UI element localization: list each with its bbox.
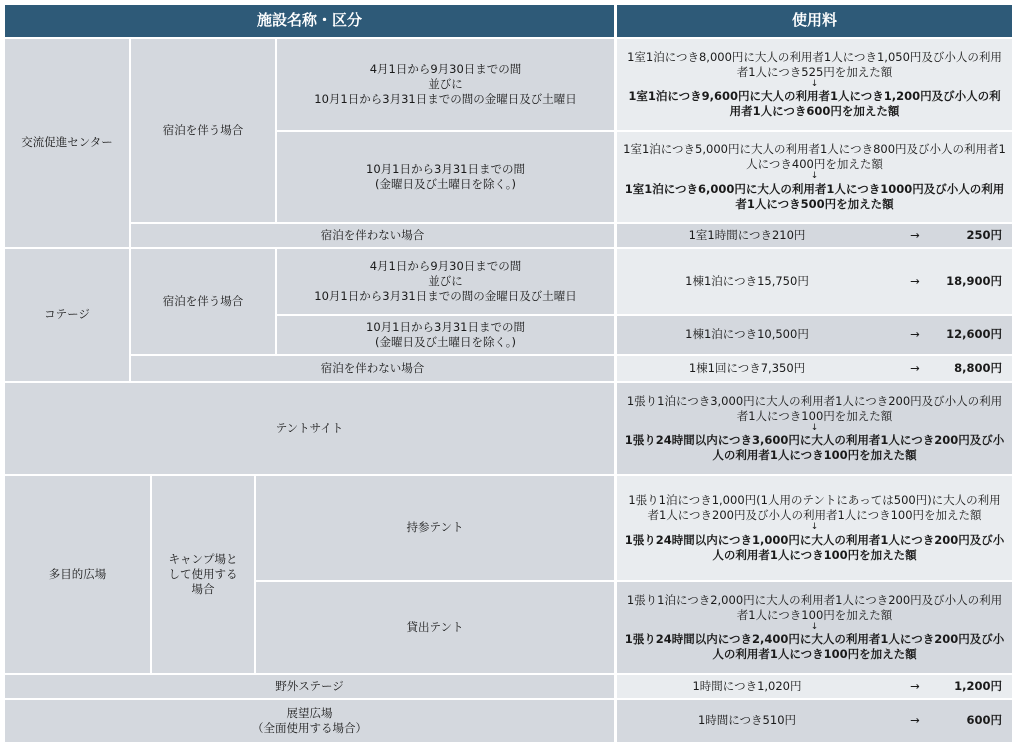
header-facility: 施設名称・区分 — [5, 5, 614, 37]
cottage-period-a-line3: 10月1日から3月31日までの間の金曜日及び土曜日 — [314, 288, 577, 303]
tent-fee — [617, 383, 1012, 474]
cottage-period-b — [277, 316, 614, 354]
cottage-fee-a — [617, 249, 1012, 314]
koryu-nostay: 宿泊を伴わない場合 — [131, 224, 614, 247]
koryu-period-a-line1: 4月1日から9月30日までの間 — [369, 62, 522, 77]
arrow-down-icon: ↓ — [810, 522, 819, 533]
cottage-fee-b-new: 12,600円 — [946, 327, 1002, 342]
tent-fee-old: 1張り1泊につき3,000円に大人の利用者1人につき200円及び小人の利用者1人につき100円を加えた額 — [626, 393, 1003, 423]
cottage-period-b-line1: 10月1日から3月31日までの間 — [366, 320, 525, 335]
stage-fee-new: 1,200円 — [954, 678, 1002, 693]
observation-name — [5, 700, 614, 742]
koryu-nostay-new: 250円 — [966, 227, 1002, 242]
stage-fee — [617, 675, 1012, 698]
arrow-right-icon: → — [910, 227, 920, 242]
plaza-camp-line2: して使用する — [168, 567, 238, 582]
cottage-nostay-fee — [617, 356, 1012, 381]
koryu-nostay-old: 1室1時間につき210円 — [688, 227, 806, 242]
koryu-fee-b-new: 1室1泊につき6,000円に大人の利用者1人につき1000円及び小人の利用者1人につき500円を加えた額 — [624, 181, 1005, 211]
plaza-bring-fee — [617, 476, 1012, 580]
arrow-right-icon: → — [910, 360, 920, 375]
plaza-bring-new: 1張り24時間以内につき1,000円に大人の利用者1人につき200円及び小人の利用者1人につき100円を加えた額 — [624, 532, 1005, 562]
cottage-period-a-line2: 並びに — [428, 274, 463, 289]
observation-fee-old: 1時間につき510円 — [697, 713, 797, 728]
plaza-camp-line3: 場合 — [191, 581, 215, 596]
arrow-down-icon: ↓ — [810, 171, 819, 182]
cottage-nostay: 宿泊を伴わない場合 — [131, 356, 614, 381]
arrow-right-icon: → — [910, 273, 920, 288]
koryu-nostay-fee — [617, 224, 1012, 247]
cottage-period-a — [277, 249, 614, 314]
cottage-fee-a-new: 18,900円 — [946, 273, 1002, 288]
cottage-fee-b-old: 1棟1泊につき10,500円 — [685, 327, 809, 342]
arrow-right-icon: → — [910, 678, 920, 693]
plaza-rent-old: 1張り1泊につき2,000円に大人の利用者1人につき200円及び小人の利用者1人につき100円を加えた額 — [626, 592, 1003, 622]
arrow-right-icon: → — [910, 327, 920, 342]
koryu-period-a-line2: 並びに — [428, 77, 463, 92]
header-fee: 使用料 — [617, 5, 1012, 37]
cottage-nostay-old: 1棟1回につき7,350円 — [688, 360, 806, 375]
cottage-fee-a-old: 1棟1泊につき15,750円 — [685, 273, 809, 288]
plaza-rent-new: 1張り24時間以内につき2,400円に大人の利用者1人につき200円及び小人の利用者1人につき100円を加えた額 — [624, 632, 1005, 662]
koryu-period-a-line3: 10月1日から3月31日までの間の金曜日及び土曜日 — [314, 91, 577, 106]
arrow-right-icon: → — [910, 713, 920, 728]
koryu-period-a — [277, 39, 614, 130]
arrow-down-icon: ↓ — [810, 78, 819, 89]
cottage-name: コテージ — [5, 249, 129, 381]
observation-fee — [617, 700, 1012, 742]
observation-name-line2: （全面使用する場合） — [252, 721, 367, 735]
koryu-period-b-line2: (金曜日及び土曜日を除く。) — [375, 177, 516, 191]
arrow-down-icon: ↓ — [810, 621, 819, 632]
koryu-name: 交流促進センター — [5, 39, 129, 247]
cottage-fee-b — [617, 316, 1012, 354]
koryu-stay: 宿泊を伴う場合 — [131, 39, 275, 222]
plaza-bring: 持参テント — [256, 476, 614, 580]
koryu-fee-a — [617, 39, 1012, 130]
arrow-down-icon: ↓ — [810, 422, 819, 433]
observation-name-line1: 展望広場 — [286, 706, 333, 721]
koryu-fee-a-old: 1室1泊につき8,000円に大人の利用者1人につき1,050円及び小人の利用者1人につき525円を加えた額 — [627, 49, 1002, 79]
koryu-period-b — [277, 132, 614, 222]
plaza-name: 多目的広場 — [5, 476, 150, 673]
stage-name: 野外ステージ — [5, 675, 614, 698]
stage-fee-old: 1時間につき1,020円 — [692, 678, 802, 693]
koryu-fee-b-old: 1室1泊につき5,000円に大人の利用者1人につき800円及び小人の利用者1人につき400円を加えた額 — [623, 142, 1006, 172]
cottage-nostay-new: 8,800円 — [954, 360, 1002, 375]
plaza-camp-line1: キャンプ場と — [168, 552, 238, 567]
cottage-stay: 宿泊を伴う場合 — [131, 249, 275, 354]
observation-fee-new: 600円 — [966, 713, 1002, 728]
plaza-rent: 貸出テント — [256, 582, 614, 673]
cottage-period-a-line1: 4月1日から9月30日までの間 — [369, 259, 522, 274]
plaza-bring-old: 1張り1泊につき1,000円(1人用のテントにあっては500円)に大人の利用者1人につき200円及び小人の利用者1人につき100円を加えた額 — [628, 493, 1001, 523]
koryu-fee-a-new: 1室1泊につき9,600円に大人の利用者1人につき1,200円及び小人の利用者1人につき600円を加えた額 — [628, 89, 1001, 119]
koryu-period-b-line1: 10月1日から3月31日までの間 — [366, 162, 525, 177]
plaza-rent-fee — [617, 582, 1012, 673]
koryu-fee-b — [617, 132, 1012, 222]
cottage-period-b-line2: (金曜日及び土曜日を除く。) — [375, 335, 516, 349]
tent-fee-new: 1張り24時間以内につき3,600円に大人の利用者1人につき200円及び小人の利用者1人につき100円を加えた額 — [624, 433, 1005, 463]
tent-name: テントサイト — [5, 383, 614, 474]
plaza-camp — [152, 476, 254, 673]
